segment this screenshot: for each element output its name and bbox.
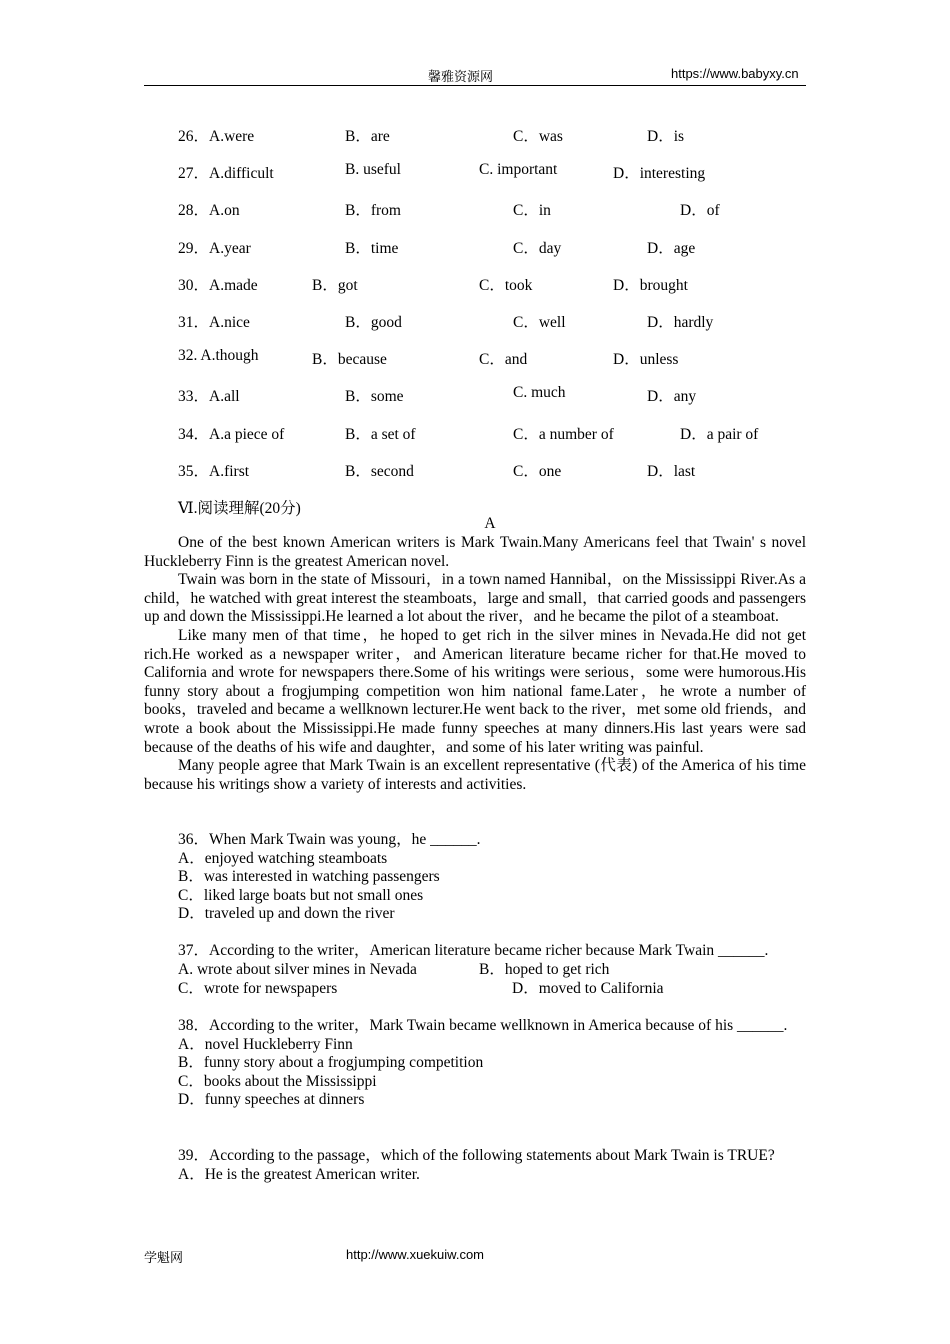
cloze-option-c: C．one <box>513 462 562 480</box>
cloze-option-d: D．hardly <box>647 314 714 331</box>
question-38 <box>144 1017 806 1110</box>
cloze-row <box>0 198 950 218</box>
cloze-option-d: D．brought <box>613 276 688 294</box>
cloze-row <box>0 236 950 256</box>
option-a: A．enjoyed watching steamboats <box>178 849 388 867</box>
cloze-option-b: B．some <box>345 388 404 406</box>
cloze-row <box>0 273 950 293</box>
question-stem: 37．According to the writer，American literature became richer because Mark Twain ______. <box>178 942 769 959</box>
cloze-option-a: 27．A.difficult <box>178 165 274 183</box>
cloze-option-c: C. important <box>479 161 558 179</box>
passage <box>144 534 806 794</box>
cloze-option-d: D．of <box>680 202 720 220</box>
header-site-name: 馨雅资源网 <box>428 70 494 85</box>
cloze-option-d: D．age <box>647 239 696 257</box>
passage-paragraph: Twain was born in the state of Missouri，in a town named Hannibal，on the Mississippi River.As a child，he watched with great interest the steamboats，large and small，that carried goods and passengers up and down the Mississippi.He learned a lot about the river，and he became the pilot of a steamboat. <box>144 571 806 626</box>
option-a: A．He is the greatest American writer. <box>178 1165 420 1183</box>
footer-site-name: 学魁网 <box>144 1251 184 1266</box>
cloze-option-d: D．is <box>647 128 685 145</box>
cloze-option-c: C．a number of <box>513 425 614 443</box>
cloze-row <box>0 310 950 330</box>
cloze-option-d: D．unless <box>613 351 679 369</box>
cloze-option-a: 28．A.on <box>178 202 240 220</box>
cloze-option-a: 34．A.a piece of <box>178 425 285 443</box>
footer-url[interactable]: http://www.xuekuiw.com <box>346 1247 484 1262</box>
cloze-option-b: B．got <box>312 276 358 294</box>
cloze-option-c: C．took <box>479 276 533 294</box>
cloze-option-c: C．day <box>513 239 562 257</box>
cloze-option-d: D．interesting <box>613 165 706 183</box>
cloze-option-c: C. much <box>513 384 566 402</box>
option-a: A. wrote about silver mines in Nevada <box>178 961 417 978</box>
question-39 <box>144 1147 806 1184</box>
option-b: B．was interested in watching passengers <box>178 868 440 886</box>
cloze-row <box>0 459 950 479</box>
cloze-option-c: C．well <box>513 314 566 331</box>
cloze-row <box>0 347 950 367</box>
cloze-option-b: B．a set of <box>345 425 416 443</box>
question-37-options <box>144 961 806 1001</box>
option-b: B．funny story about a frogjumping competition <box>178 1054 484 1072</box>
cloze-option-c: C．and <box>479 351 528 369</box>
option-c: C．wrote for newspapers <box>178 980 338 997</box>
cloze-option-a: 35．A.first <box>178 462 250 480</box>
option-c: C．books about the Mississippi <box>178 1072 377 1090</box>
cloze-option-d: D．a pair of <box>680 425 759 443</box>
cloze-row <box>0 124 950 144</box>
cloze-row <box>0 384 950 404</box>
option-d: D．traveled up and down the river <box>178 905 395 923</box>
question-stem: 36．When Mark Twain was young，he ______. <box>178 831 481 848</box>
cloze-option-b: B．are <box>345 128 390 145</box>
cloze-row <box>0 161 950 181</box>
option-c: C．liked large boats but not small ones <box>178 886 424 904</box>
section-title: Ⅵ.阅读理解(20分) <box>178 500 301 517</box>
question-37 <box>144 942 806 961</box>
cloze-option-a: 33．A.all <box>178 388 240 406</box>
passage-paragraph: One of the best known American writers is Mark Twain.Many Americans feel that Twain' s novel Huckleberry Finn is the greatest American novel. <box>144 534 806 570</box>
option-b: B．hoped to get rich <box>479 961 610 978</box>
cloze-option-a: 26．A.were <box>178 128 255 145</box>
cloze-option-a: 32. A.though <box>178 347 259 365</box>
cloze-option-a: 29．A.year <box>178 239 251 257</box>
option-a: A．novel Huckleberry Finn <box>178 1035 353 1053</box>
cloze-option-a: 31．A.nice <box>178 314 250 331</box>
passage-paragraph: Like many men of that time，he hoped to get rich in the silver mines in Nevada.He did not get rich.He worked as a newspaper writer，and American literature became richer for that.He moved to California and wrote for newspapers there.Some of his writings were serious，some were humorous.His funny story about a frogjumping competition won him national fame.Later，he wrote a number of books，traveled and became a wellknown lecturer.He went back to the river，met some old friends，and wrote a book about the Mississippi.He made funny speeches at many dinners.His last years were sad because of the deaths of his wife and daughter，and some of his later writing was painful. <box>144 626 806 756</box>
cloze-option-d: D．last <box>647 462 696 480</box>
question-stem: 38．According to the writer，Mark Twain became wellknown in America because of his ______. <box>178 1017 788 1034</box>
question-36 <box>144 831 806 924</box>
header-url[interactable]: https://www.babyxy.cn <box>671 66 799 81</box>
cloze-option-b: B. useful <box>345 161 401 179</box>
cloze-option-b: B．second <box>345 462 414 480</box>
cloze-option-c: C．in <box>513 202 551 220</box>
cloze-option-d: D．any <box>647 388 697 406</box>
question-stem: 39．According to the passage，which of the following statements about Mark Twain is TRUE? <box>178 1147 775 1164</box>
cloze-option-b: B．time <box>345 239 399 257</box>
option-d: D．moved to California <box>512 980 664 997</box>
option-d: D．funny speeches at dinners <box>178 1091 365 1109</box>
cloze-option-a: 30．A.made <box>178 276 258 294</box>
passage-label: A <box>484 515 496 532</box>
cloze-option-b: B．from <box>345 202 401 220</box>
cloze-option-b: B．because <box>312 351 387 369</box>
passage-paragraph: Many people agree that Mark Twain is an excellent representative (代表) of the America of his time because his writings show a variety of interests and activities. <box>144 757 806 793</box>
cloze-option-c: C．was <box>513 128 563 145</box>
cloze-option-b: B．good <box>345 314 402 331</box>
header-divider <box>144 85 806 86</box>
cloze-row <box>0 422 950 442</box>
